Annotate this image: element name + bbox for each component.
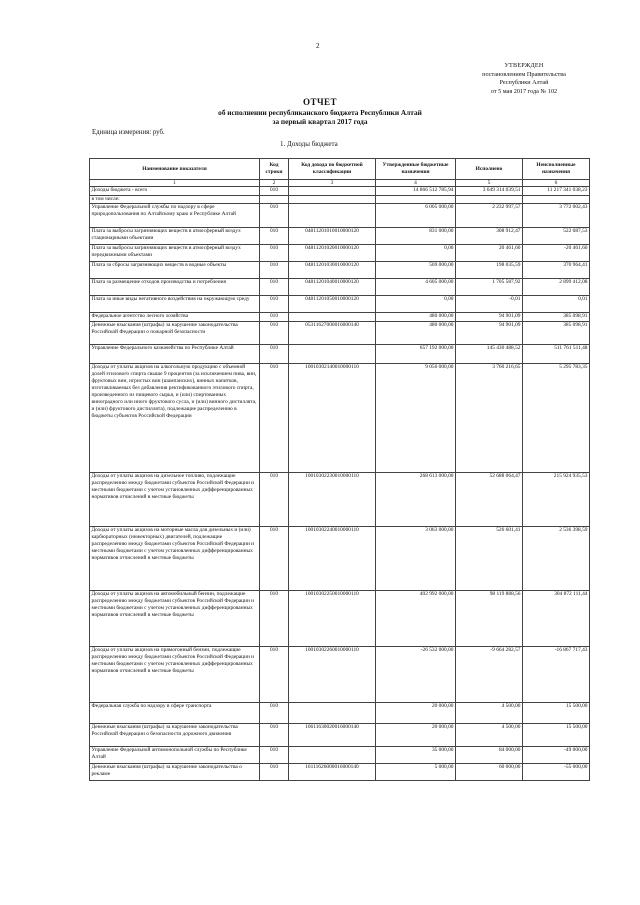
row-code-cell: 010 [260, 473, 289, 527]
report-title-period: за первый квартал 2017 года [272, 117, 368, 126]
row-unexecuted-cell: 2 536 398,59 [523, 527, 590, 591]
table-row [90, 703, 590, 724]
row-kbk-cell [289, 187, 376, 196]
row-executed-cell: 84 000,00 [456, 747, 523, 764]
row-code-cell: 010 [260, 296, 289, 313]
row-name-cell: Доходы от уплаты акцизов на алкогольную продукцию с объемной долей этилового спирта свыше 9 процентов (за исключением пива, вин, фруктовых вин, игристых вин (шампанских), винных напитков, изготавливаемых без добавления ректификованного этилового спирта, произведенного из пищевого сырья, и (или) спиртованных виноградного или иного фруктового сусла, и (или) винного дистиллята, и (или) фруктового дистиллята), подлежащие распределению в бюджеты субъектов Российской Федерации [90, 364, 260, 473]
row-unexecuted-cell: 215 924 935,53 [523, 473, 590, 527]
header-approved: Утвержденные бюджетные назначения [376, 159, 456, 180]
approval-date: от 5 мая 2017 года № 102 [490, 87, 558, 95]
row-unexecuted-cell: 2 899 412,08 [523, 279, 590, 296]
table-row [90, 245, 590, 262]
report-title-main: ОТЧЕТ [302, 97, 338, 107]
row-code-cell: 010 [260, 245, 289, 262]
table-row [90, 279, 590, 296]
approval-title: УТВЕРЖДЕН [504, 62, 544, 69]
row-approved-cell [376, 196, 456, 204]
row-kbk-cell: 04811201050010000120 [289, 296, 376, 313]
row-name-cell: Доходы от уплаты акцизов на автомобильный бензин, подлежащие распределению между бюджетами субъектов Российской Федерации и местными бюджетами с учетом установленных дифференцированных нормативов отчислений в местные бюджеты [90, 591, 260, 647]
table-row [90, 313, 590, 322]
header-name: Наименование показателя [90, 159, 260, 180]
row-kbk-cell [289, 313, 376, 322]
row-approved-cell: 569 000,00 [376, 262, 456, 279]
row-name-cell: Плата за выбросы загрязняющих веществ в атмосферный воздух стационарными объектами [90, 228, 260, 245]
row-approved-cell: -26 532 000,00 [376, 647, 456, 703]
row-kbk-cell: 10010302140010000110 [289, 364, 376, 473]
row-name-cell: Плата за сбросы загрязняющих веществ в водные объекты [90, 262, 260, 279]
row-approved-cell: 3 063 000,00 [376, 527, 456, 591]
row-name-cell: Плата за выбросы загрязняющих веществ в атмосферный воздух передвижными объектами [90, 245, 260, 262]
row-code-cell: 010 [260, 527, 289, 591]
row-unexecuted-cell: -20 461,60 [523, 245, 590, 262]
header-kbk: Код дохода по бюджетной классификации [289, 159, 376, 180]
column-number: 2 [260, 180, 289, 187]
table-row [90, 647, 590, 703]
column-number: 4 [376, 180, 456, 187]
row-kbk-cell: 10010302240010000110 [289, 527, 376, 591]
row-code-cell: 010 [260, 724, 289, 747]
row-code-cell: 010 [260, 647, 289, 703]
row-unexecuted-cell: 5 295 783,35 [523, 364, 590, 473]
row-kbk-cell: 10611630020016000140 [289, 724, 376, 747]
row-kbk-cell [289, 747, 376, 764]
table-header-row [90, 159, 590, 180]
row-name-cell: Доходы от уплаты акцизов на дизельное топливо, подлежащие распределению между бюджетами субъектов Российской Федерации и местными бюджетами с учетом установленных дифференцированных нормативов отчислений в местные бюджеты [90, 473, 260, 527]
row-unexecuted-cell: 511 761 511,48 [523, 345, 590, 364]
row-executed-cell: 198 035,59 [456, 262, 523, 279]
section-heading: 1. Доходы бюджета [280, 140, 338, 148]
row-approved-cell: 480 000,00 [376, 322, 456, 345]
row-approved-cell: 5 000,00 [376, 764, 456, 781]
row-name-cell: Денежные взыскания (штрафы) за нарушение законодательства Российской Федерации о безопасности дорожного движения [90, 724, 260, 747]
row-executed-cell: 4 500,00 [456, 724, 523, 747]
row-code-cell: 010 [260, 262, 289, 279]
row-code-cell: 010 [260, 345, 289, 364]
unit-label: Единица измерения: руб. [92, 129, 165, 136]
revenue-table [89, 158, 590, 781]
approval-line: Республики Алтай [499, 79, 549, 87]
row-name-cell: Плата за иные виды негативного воздействия на окружающую среду [90, 296, 260, 313]
row-kbk-cell: 04811201030010000120 [289, 262, 376, 279]
table-row [90, 204, 590, 228]
row-name-cell: в том числе: [90, 196, 260, 204]
table-row [90, 747, 590, 764]
row-executed-cell: 94 901,09 [456, 322, 523, 345]
row-code-cell: 010 [260, 204, 289, 228]
row-approved-cell: 14 866 512 785,94 [376, 187, 456, 196]
row-kbk-cell: 04811201010010000120 [289, 228, 376, 245]
row-code-cell: 010 [260, 279, 289, 296]
header-code: Код строки [260, 159, 289, 180]
row-approved-cell: 6 005 000,00 [376, 204, 456, 228]
row-code-cell: 010 [260, 228, 289, 245]
row-name-cell: Денежные взыскания (штрафы) за нарушение законодательства Российской Федерации о пожарной безопасности [90, 322, 260, 345]
row-kbk-cell: 04811201040010000120 [289, 279, 376, 296]
row-unexecuted-cell: 0,01 [523, 296, 590, 313]
table-row [90, 591, 590, 647]
row-kbk-cell: 05311627000016000140 [289, 322, 376, 345]
row-executed-cell: 94 901,09 [456, 313, 523, 322]
row-code-cell: 010 [260, 747, 289, 764]
row-unexecuted-cell: 15 500,00 [523, 703, 590, 724]
table-row [90, 345, 590, 364]
row-executed-cell: 20 461,60 [456, 245, 523, 262]
row-kbk-cell [289, 204, 376, 228]
table-row [90, 473, 590, 527]
row-executed-cell: 98 119 888,56 [456, 591, 523, 647]
row-name-cell: Федеральное агентство лесного хозяйства [90, 313, 260, 322]
row-unexecuted-cell: 15 500,00 [523, 724, 590, 747]
row-approved-cell: 4 605 000,00 [376, 279, 456, 296]
row-name-cell: Управление Федеральной антимонопольной службы по Республике Алтай [90, 747, 260, 764]
row-name-cell: Плата за размещение отходов производства и потребления [90, 279, 260, 296]
row-name-cell: Федеральная служба по надзору в сфере транспорта [90, 703, 260, 724]
row-unexecuted-cell: -16 867 717,43 [523, 647, 590, 703]
column-number: 5 [456, 180, 523, 187]
row-name-cell: Денежные взыскания (штрафы) за нарушение законодательства о рекламе [90, 764, 260, 781]
row-executed-cell: 526 601,41 [456, 527, 523, 591]
row-code-cell: 010 [260, 313, 289, 322]
row-code-cell [260, 196, 289, 204]
row-approved-cell: 9 056 000,00 [376, 364, 456, 473]
table-row [90, 724, 590, 747]
row-code-cell: 010 [260, 187, 289, 196]
table-body [90, 187, 590, 781]
row-approved-cell: 20 000,00 [376, 703, 456, 724]
row-approved-cell: 0,00 [376, 296, 456, 313]
row-approved-cell: 0,00 [376, 245, 456, 262]
table-row [90, 527, 590, 591]
column-number-row [90, 180, 590, 187]
row-kbk-cell: 16111626000016000140 [289, 764, 376, 781]
table-row [90, 364, 590, 473]
row-approved-cell: 831 000,00 [376, 228, 456, 245]
table-row [90, 764, 590, 781]
table-row [90, 196, 590, 204]
table-row [90, 296, 590, 313]
approval-line: постановлением Правительства [482, 70, 566, 78]
row-unexecuted-cell: 3 772 002,43 [523, 204, 590, 228]
row-executed-cell: 145 430 488,52 [456, 345, 523, 364]
row-name-cell: Управление Федерального казначейства по Республике Алтай [90, 345, 260, 364]
column-number: 6 [523, 180, 590, 187]
row-executed-cell: 52 688 064,47 [456, 473, 523, 527]
row-unexecuted-cell: 304 872 111,44 [523, 591, 590, 647]
row-approved-cell: 20 000,00 [376, 724, 456, 747]
row-executed-cell: 1 705 587,92 [456, 279, 523, 296]
row-kbk-cell: 04811201020010000120 [289, 245, 376, 262]
row-approved-cell: 480 000,00 [376, 313, 456, 322]
row-unexecuted-cell: 370 964,41 [523, 262, 590, 279]
row-unexecuted-cell: 385 098,91 [523, 313, 590, 322]
row-code-cell: 010 [260, 703, 289, 724]
row-executed-cell: -0,01 [456, 296, 523, 313]
row-kbk-cell [289, 703, 376, 724]
approval-stamp [458, 62, 590, 96]
table-row [90, 262, 590, 279]
row-executed-cell: 60 000,00 [456, 764, 523, 781]
row-approved-cell: 35 000,00 [376, 747, 456, 764]
row-executed-cell [456, 196, 523, 204]
row-executed-cell: -9 664 282,57 [456, 647, 523, 703]
row-name-cell: Доходы бюджета - всего [90, 187, 260, 196]
row-unexecuted-cell: -55 000,00 [523, 764, 590, 781]
row-name-cell: Доходы от уплаты акцизов на прямогонный бензин, подлежащие распределению между бюджетами субъектов Российской Федерации и местными бюджетами с учетом установленных дифференцированных нормативов отчислений в местные бюджеты [90, 647, 260, 703]
row-executed-cell: 4 500,00 [456, 703, 523, 724]
row-unexecuted-cell [523, 196, 590, 204]
row-kbk-cell: 10010302230010000110 [289, 473, 376, 527]
row-executed-cell: 3 760 216,65 [456, 364, 523, 473]
row-code-cell: 010 [260, 364, 289, 473]
row-kbk-cell: 10010302260010000110 [289, 647, 376, 703]
header-executed: Исполнено [456, 159, 523, 180]
table-row [90, 322, 590, 345]
row-approved-cell: 268 613 000,00 [376, 473, 456, 527]
row-approved-cell: 657 192 000,00 [376, 345, 456, 364]
report-title-subject: об исполнении республиканского бюджета Республики Алтай [218, 107, 422, 117]
row-unexecuted-cell: 522 087,53 [523, 228, 590, 245]
row-code-cell: 010 [260, 764, 289, 781]
row-kbk-cell: 10010302250010000110 [289, 591, 376, 647]
row-executed-cell: 3 649 314 039,51 [456, 187, 523, 196]
row-name-cell: Управление Федеральной службы по надзору в сфере природопользования по Алтайскому краю и Республике Алтай [90, 204, 260, 228]
row-unexecuted-cell: -49 000,00 [523, 747, 590, 764]
row-kbk-cell [289, 196, 376, 204]
row-kbk-cell [289, 345, 376, 364]
row-code-cell: 010 [260, 322, 289, 345]
row-name-cell: Доходы от уплаты акцизов на моторные масла для дизельных и (или) карбюраторных (инжекторных) двигателей, подлежащие распределению между бюджетами субъектов Российской Федерации и местными бюджетами с учетом установленных дифференцированных нормативов отчислений в местные бюджеты [90, 527, 260, 591]
row-unexecuted-cell: 11 217 341 038,23 [523, 187, 590, 196]
row-approved-cell: 402 992 000,00 [376, 591, 456, 647]
page-number: 2 [316, 42, 320, 50]
header-unexecuted: Неисполненные назначения [523, 159, 590, 180]
table-row [90, 228, 590, 245]
column-number: 3 [289, 180, 376, 187]
row-unexecuted-cell: 385 098,91 [523, 322, 590, 345]
column-number: 1 [90, 180, 260, 187]
row-code-cell: 010 [260, 591, 289, 647]
row-executed-cell: 2 232 997,57 [456, 204, 523, 228]
report-title [170, 98, 470, 127]
table-row [90, 187, 590, 196]
row-executed-cell: 308 912,47 [456, 228, 523, 245]
